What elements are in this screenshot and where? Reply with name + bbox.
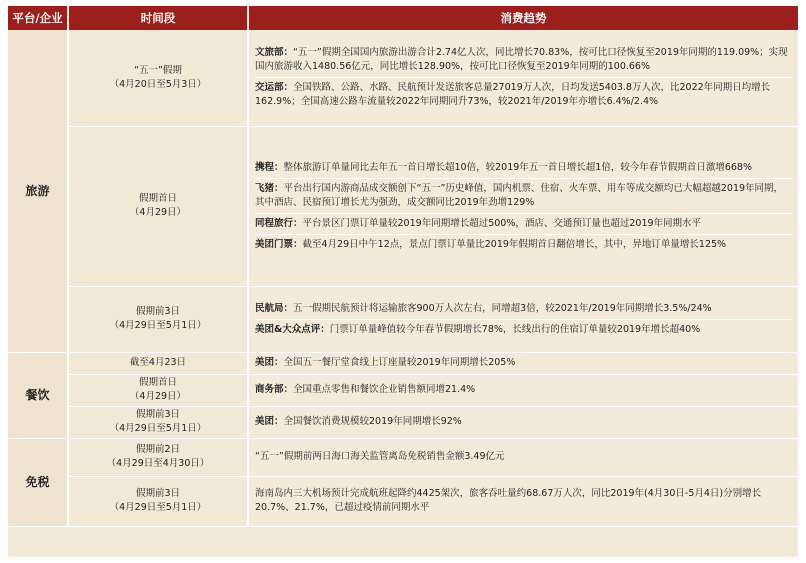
- period-cell: [68, 374, 248, 406]
- source-label: 民航局：: [255, 302, 294, 314]
- source-label: 美团：: [255, 357, 284, 368]
- source-label: 携程：: [255, 161, 284, 173]
- trend-entry: [255, 319, 792, 337]
- period-cell: [68, 126, 248, 286]
- header-period: 时间段: [68, 6, 248, 30]
- period-cell: [68, 406, 248, 438]
- source-label: 飞猪：: [255, 182, 284, 194]
- period-cell: [68, 352, 248, 374]
- source-label: 文旅部：: [255, 47, 294, 59]
- trend-entry: [255, 234, 792, 252]
- period-line: （4月29日）: [129, 207, 187, 218]
- period-line: 假期前3日: [135, 306, 181, 317]
- period-cell: [68, 438, 248, 476]
- period-line: 假期前3日: [135, 409, 181, 420]
- trend-text: 全国五一餐厅堂食线上订座量较2019年同期增长205%: [283, 357, 516, 368]
- trend-text: 海南岛内三大机场预计完成航班起降约4425架次，旅客吞吐量约68.67万人次，同比2019年(4月30日-5月4日)分别增长20.7%、21.7%，已超过疫情前同期水平: [255, 488, 762, 513]
- period-line: 截至4月23日: [129, 357, 187, 368]
- period-line: “五一”假期: [134, 64, 182, 76]
- trend-entry: [255, 161, 792, 175]
- trend-text: 全国重点零售和餐饮企业销售额同增21.4%: [293, 384, 476, 395]
- trend-text: 全国餐饮消费规模较2019年同期增长92%: [283, 416, 462, 427]
- period-line: 假期前2日: [135, 444, 181, 455]
- period-line: （4月29日至5月1日）: [109, 423, 207, 434]
- trend-text: “五一”假期前两日海口海关监管离岛免税销售金额3.49亿元: [255, 451, 505, 462]
- table-row: [8, 286, 798, 352]
- source-label: 商务部：: [255, 384, 294, 395]
- trend-text: 整体旅游订单量同比去年五一首日增长超10倍，较2019年五一首日增长超1倍，较今年春节假期首日激增668%: [283, 161, 752, 173]
- table-row: [8, 406, 798, 438]
- source-label: 美团：: [255, 416, 284, 427]
- table-row: [8, 126, 798, 286]
- source-label: 同程旅行：: [255, 217, 303, 229]
- trend-text: 全国铁路、公路、水路、民航预计发送旅客总量27019万人次，日均发送5403.8万人次，比2022年同期日均增长162.9%；全国高速公路车流量较2022年同期同升73%，较2021年/2019年亦增长6.4%/2.4%: [255, 82, 771, 108]
- trend-text: “五一”假期全国国内旅游出游合计2.74亿人次，同比增长70.83%，按可比口径恢复至2019年同期的119.09%；实现国内旅游收入1480.56亿元，同比增长128.90%，按可比口径恢复至2019年同期的100.66%: [255, 47, 788, 73]
- source-label: 美团门票：: [255, 238, 303, 250]
- period-cell: [68, 30, 248, 126]
- period-line: （4月29日至5月1日）: [109, 320, 207, 331]
- trend-entry: [255, 302, 792, 316]
- period-cell: [68, 286, 248, 352]
- source-label: 美团&大众点评：: [255, 323, 330, 335]
- trend-cell: [248, 126, 798, 286]
- platform-dutyfree: 免税: [8, 438, 68, 526]
- trend-text: 截至4月29日中午12点，景点门票订单量比2019年假期首日翻倍增长，其中，异地订单量增长125%: [302, 238, 727, 250]
- period-line: （4月29日）: [129, 391, 187, 402]
- period-line: 假期前3日: [135, 488, 181, 499]
- trend-cell: [248, 30, 798, 126]
- trend-cell: [248, 476, 798, 526]
- header-platform: 平台/企业: [8, 6, 68, 30]
- period-line: （4月20日至5月3日）: [109, 78, 207, 90]
- trend-cell: [248, 374, 798, 406]
- trend-cell: [248, 352, 798, 374]
- table-row: [8, 30, 798, 126]
- consumption-trend-table: [8, 6, 798, 527]
- table-row: [8, 476, 798, 526]
- platform-tourism: 旅游: [8, 30, 68, 352]
- trend-text: 五一假期民航预计将运输旅客900万人次左右，同增超3倍，较2021年/2019年同期增长3.5%/24%: [293, 302, 712, 314]
- table-row: [8, 374, 798, 406]
- period-line: 假期首日: [138, 377, 177, 388]
- table-row: [8, 352, 798, 374]
- trend-cell: [248, 438, 798, 476]
- header-trend: 消费趋势: [248, 6, 798, 30]
- platform-dining: 餐饮: [8, 352, 68, 438]
- trend-entry: [255, 213, 792, 231]
- trend-text: 平台出行国内游商品成交额创下“五一”历史峰值，国内机票、住宿、火车票、用车等成交额均已大幅超越2019年同期，其中酒店、民宿预订增长尤为强劲，成交额同比2019年劲增129%: [255, 182, 784, 208]
- consumption-trend-table-page: [8, 6, 798, 557]
- trend-cell: [248, 286, 798, 352]
- trend-entry: [255, 46, 792, 74]
- trend-cell: [248, 406, 798, 438]
- period-cell: [68, 476, 248, 526]
- period-line: 假期首日: [138, 193, 177, 204]
- source-label: 交运部：: [255, 82, 294, 94]
- table-row: [8, 438, 798, 476]
- period-line: （4月29日至5月1日）: [109, 502, 207, 513]
- trend-entry: [255, 77, 792, 109]
- trend-entry: [255, 178, 792, 210]
- period-line: （4月29日至4月30日）: [106, 458, 210, 469]
- trend-text: 平台景区门票订单量较2019年同期增长超过500%，酒店、交通预订量也超过2019年同期水平: [302, 217, 702, 229]
- trend-text: 门票订单量峰值较今年春节假期增长78%，长线出行的住宿订单量较2019年增长超40%: [329, 323, 701, 335]
- table-header-row: [8, 6, 798, 30]
